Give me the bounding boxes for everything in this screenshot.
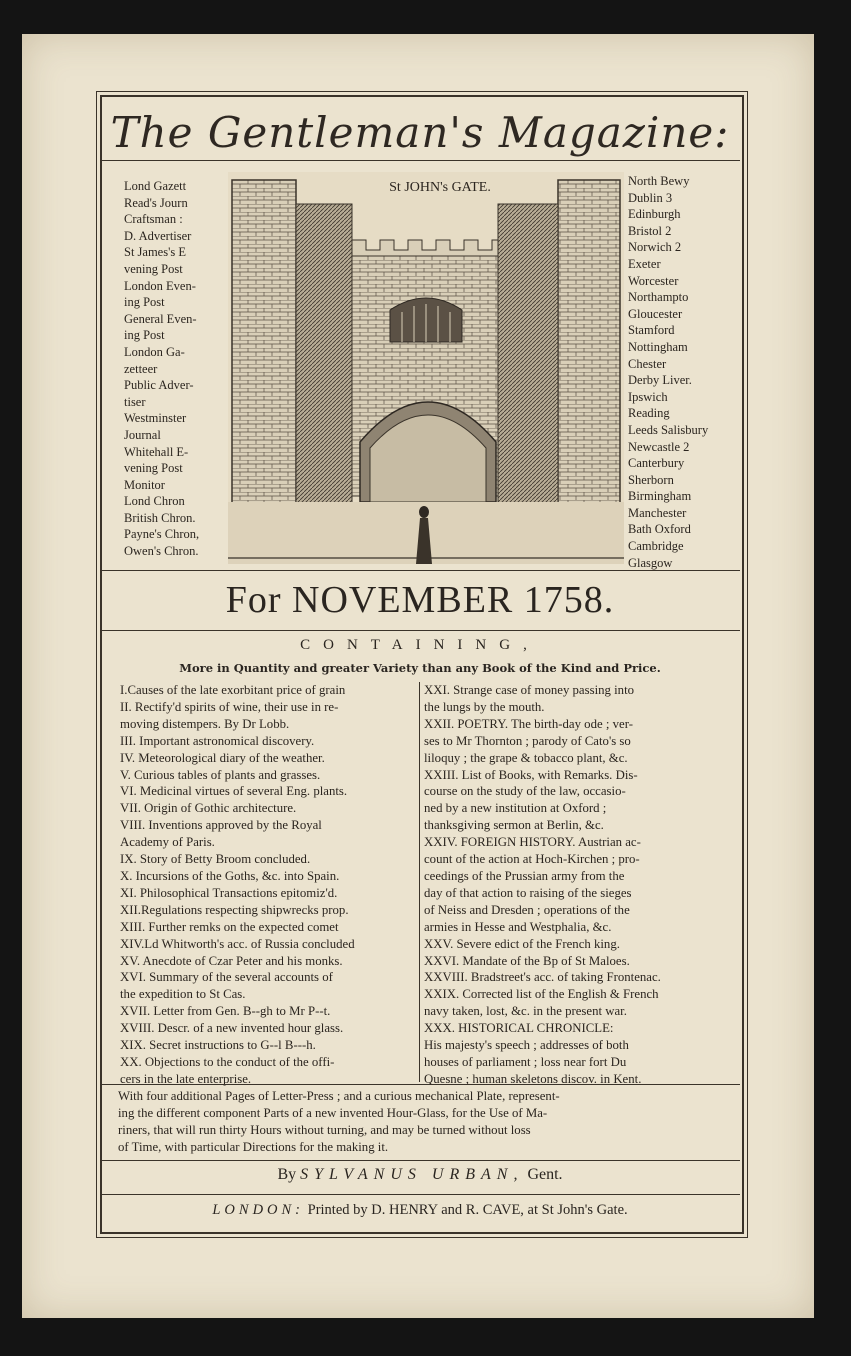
contents-line: XVII. Letter from Gen. B--gh to Mr P--t.: [120, 1004, 331, 1019]
newspaper-name: Leeds Salisbury: [628, 422, 709, 437]
newspaper-name: Chester: [628, 356, 667, 371]
newspaper-name: Read's Journ: [124, 195, 188, 210]
byline-rule-bottom: [100, 1194, 740, 1195]
containing-heading: CONTAINING,: [300, 637, 540, 653]
newspaper-name: London Ga-: [124, 344, 185, 359]
contents-line: navy taken, lost, &c. in the present war.: [424, 1004, 627, 1019]
imprint-city: LONDON:: [212, 1202, 305, 1218]
newspaper-name: Northampto: [628, 290, 689, 305]
contents-line: count of the action at Hoch-Kirchen ; pro-: [424, 852, 640, 867]
newspaper-name: British Chron.: [124, 510, 196, 525]
additional-pages-note: [118, 1088, 726, 1156]
additional-line: riners, that will run thirty Hours without turning, and may be turned without loss: [118, 1123, 531, 1137]
contents-line: XV. Anecdote of Czar Peter and his monks.: [120, 953, 343, 968]
newspaper-name: London Even-: [124, 278, 196, 293]
newspaper-name: Craftsman :: [124, 212, 183, 227]
newspaper-name: Ipswich: [628, 389, 668, 404]
newspaper-name: Exeter: [628, 256, 661, 271]
contents-line: IV. Meteorological diary of the weather.: [120, 750, 325, 765]
right-newspaper-list: [628, 173, 736, 571]
contents-line: XXV. Severe edict of the French king.: [424, 936, 620, 951]
contents-line: XII.Regulations respecting shipwrecks prop.: [120, 902, 349, 917]
contents-line: moving distempers. By Dr Lobb.: [120, 716, 290, 731]
left-newspaper-list: [124, 178, 232, 560]
contents-line: XXIX. Corrected list of the English & French: [424, 987, 659, 1002]
issue-rule: [100, 630, 740, 631]
title-rule: [100, 160, 740, 161]
contents-line: X. Incursions of the Goths, &c. into Spain.: [120, 868, 340, 883]
newspaper-name: General Even-: [124, 311, 197, 326]
additional-line: ing the different component Parts of a new invented Hour-Glass, for the Use of Ma-: [118, 1106, 548, 1120]
gate-label: St JOHN's GATE.: [389, 180, 491, 195]
contents-line: XI. Philosophical Transactions epitomiz'd.: [120, 885, 338, 900]
newspaper-name: Sherborn: [628, 472, 674, 487]
newspaper-name: Birmingham: [628, 489, 692, 504]
newspaper-name: Payne's Chron,: [124, 527, 200, 542]
newspaper-name: Glasgow: [628, 555, 673, 570]
contents-line: Academy of Paris.: [120, 835, 215, 850]
imprint: [100, 1202, 740, 1219]
newspaper-name: Owen's Chron.: [124, 544, 199, 559]
contents-line: XX. Objections to the conduct of the offi-: [120, 1054, 335, 1069]
contents-line: day of that action to raising of the sieges: [424, 885, 632, 900]
newspaper-name: Westminster: [124, 411, 187, 426]
contents-line: thanksgiving sermon at Berlin, &c.: [424, 818, 604, 833]
contents-line: III. Important astronomical discovery.: [120, 733, 315, 748]
contents-line: II. Rectify'd spirits of wine, their use in re-: [120, 699, 339, 714]
contents-line: VI. Medicinal virtues of several Eng. plants.: [120, 784, 348, 799]
contents-line: course on the study of the law, occasio-: [424, 784, 626, 799]
contents-line: XXII. POETRY. The birth-day ode ; ver-: [424, 716, 633, 731]
contents-line: His majesty's speech ; addresses of both: [424, 1038, 629, 1053]
st-johns-gate-engraving: [228, 172, 624, 564]
newspaper-name: Monitor: [124, 477, 165, 492]
newspaper-name: Dublin 3: [628, 190, 673, 205]
newspaper-name: Norwich 2: [628, 240, 682, 255]
newspaper-name: zetteer: [124, 361, 158, 376]
contents-line: liloquy ; the grape & tobacco plant, &c.: [424, 750, 628, 765]
contents-line: XXI. Strange case of money passing into: [424, 683, 635, 697]
column-divider: [419, 682, 420, 1082]
magazine-title: The Gentleman's Magazine:: [110, 108, 730, 157]
contents-line: XVIII. Descr. of a new invented hour glass.: [120, 1021, 344, 1036]
newspaper-name: ing Post: [124, 295, 165, 310]
newspaper-name: Manchester: [628, 505, 687, 520]
byline-author: SYLVANUS URBAN,: [300, 1166, 524, 1183]
masthead-rule: [100, 570, 740, 571]
newspaper-name: Lond Chron: [124, 494, 185, 509]
newspaper-name: St James's E: [124, 245, 186, 260]
contents-line: VII. Origin of Gothic architecture.: [120, 801, 297, 816]
contents-line: XIV.Ld Whitworth's acc. of Russia concluded: [120, 936, 355, 951]
contents-line: IX. Story of Betty Broom concluded.: [120, 852, 311, 867]
byline-title: Gent.: [527, 1166, 563, 1183]
contents-line: XXIV. FOREIGN HISTORY. Austrian ac-: [424, 835, 641, 850]
newspaper-name: Reading: [628, 406, 670, 421]
contents-line: Quesne ; human skeletons discov. in Kent.: [424, 1071, 642, 1086]
contents-line: XIX. Secret instructions to G--l B---h.: [120, 1038, 316, 1053]
byline: [100, 1166, 740, 1184]
newspaper-name: Lond Gazett: [124, 179, 187, 193]
newspaper-name: D. Advertiser: [124, 228, 192, 243]
newspaper-name: Cambridge: [628, 539, 684, 554]
contents-line: XXX. HISTORICAL CHRONICLE:: [424, 1021, 614, 1036]
contents-line: of Neiss and Dresden ; operations of the: [424, 902, 630, 917]
newspaper-name: Bristol 2: [628, 223, 672, 238]
contents-line: XIII. Further remks on the expected comet: [120, 919, 339, 934]
newspaper-name: Derby Liver.: [628, 373, 692, 388]
contents-line: houses of parliament ; loss near fort Du: [424, 1054, 627, 1069]
contents-line: XVI. Summary of the several accounts of: [120, 970, 333, 985]
contents-line: ned by a new institution at Oxford ;: [424, 801, 607, 816]
newspaper-name: Edinburgh: [628, 207, 681, 222]
contents-line: XXIII. List of Books, with Remarks. Dis-: [424, 767, 638, 782]
newspaper-name: Worcester: [628, 273, 679, 288]
contents-line: ceedings of the Prussian army from the: [424, 868, 625, 883]
additional-line: of Time, with particular Directions for the making it.: [118, 1140, 389, 1154]
newspaper-name: Newcastle 2: [628, 439, 690, 454]
contents-left-column: [120, 682, 416, 1088]
newspaper-name: Journal: [124, 427, 161, 442]
contents-line: ses to Mr Thornton ; parody of Cato's so: [424, 733, 631, 748]
byline-by: By: [277, 1166, 297, 1183]
newspaper-name: ing Post: [124, 328, 165, 343]
issue-date: For NOVEMBER 1758.: [225, 579, 615, 621]
contents-line: XXVIII. Bradstreet's acc. of taking Frontenac.: [424, 970, 661, 985]
contents-line: armies in Hesse and Westphalia, &c.: [424, 919, 612, 934]
contents-line: XXVI. Mandate of the Bp of St Maloes.: [424, 953, 630, 968]
additional-line: With four additional Pages of Letter-Press ; and a curious mechanical Plate, represent-: [118, 1089, 560, 1103]
newspaper-name: Stamford: [628, 323, 675, 338]
contents-line: I.Causes of the late exorbitant price of grain: [120, 683, 346, 697]
newspaper-name: Gloucester: [628, 306, 683, 321]
newspaper-name: Nottingham: [628, 339, 688, 354]
newspaper-name: Whitehall E-: [124, 444, 189, 459]
contents-line: the lungs by the mouth.: [424, 699, 545, 714]
newspaper-name: Canterbury: [628, 456, 685, 471]
subtitle: More in Quantity and greater Variety than any Book of the Kind and Price.: [179, 661, 661, 675]
newspaper-name: tiser: [124, 394, 146, 409]
contents-right-column: [424, 682, 724, 1088]
contents-line: cers in the late enterprise.: [120, 1071, 252, 1086]
contents-line: the expedition to St Cas.: [120, 987, 246, 1002]
byline-rule-top: [100, 1160, 740, 1161]
newspaper-name: Bath Oxford: [628, 522, 691, 537]
newspaper-name: vening Post: [124, 461, 183, 476]
contents-line: VIII. Inventions approved by the Royal: [120, 818, 322, 833]
imprint-printer: Printed by D. HENRY and R. CAVE, at St John's Gate.: [307, 1202, 628, 1218]
contents-rule: [100, 1084, 740, 1085]
newspaper-name: North Bewy: [628, 174, 690, 188]
newspaper-name: Public Adver-: [124, 378, 194, 393]
contents-line: V. Curious tables of plants and grasses.: [120, 767, 321, 782]
newspaper-name: vening Post: [124, 261, 183, 276]
